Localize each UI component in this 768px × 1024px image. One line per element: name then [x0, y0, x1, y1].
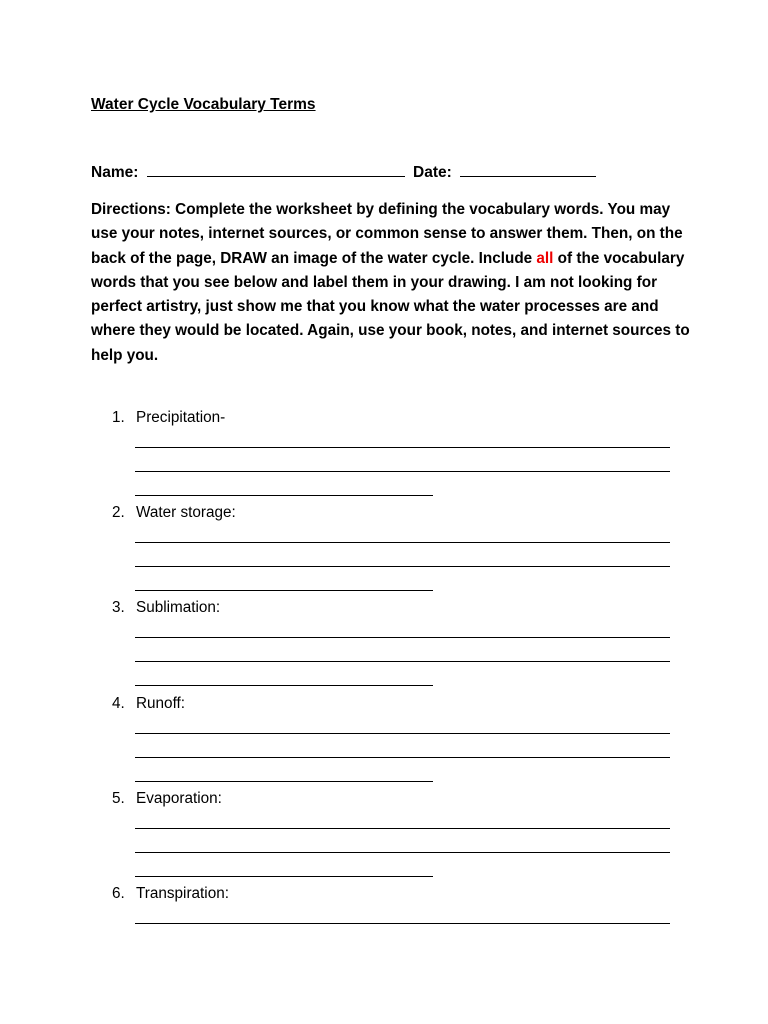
answer-line[interactable] [135, 733, 670, 734]
term-label: Transpiration: [136, 885, 229, 902]
term-label: Water storage: [136, 504, 236, 521]
term-label: Evaporation: [136, 790, 222, 807]
answer-line[interactable] [135, 685, 433, 686]
term-label: Precipitation- [136, 409, 226, 426]
answer-line[interactable] [135, 781, 433, 782]
answer-line[interactable] [135, 447, 670, 448]
directions-emphasis-word: all [536, 249, 554, 267]
answer-line[interactable] [135, 566, 670, 567]
answer-line[interactable] [135, 923, 670, 924]
term-item-precipitation [112, 409, 672, 427]
worksheet-title: Water Cycle Vocabulary Terms [91, 96, 316, 113]
term-label: Sublimation: [136, 599, 221, 616]
term-number: 5. [112, 790, 125, 807]
term-number: 2. [112, 504, 125, 521]
term-label: Runoff: [136, 695, 186, 712]
name-date-row [91, 164, 600, 182]
answer-line[interactable] [135, 661, 670, 662]
term-item-runoff [112, 695, 672, 713]
date-blank[interactable] [460, 164, 596, 177]
answer-line[interactable] [135, 828, 670, 829]
answer-line[interactable] [135, 495, 433, 496]
answer-line[interactable] [135, 876, 433, 877]
name-label: Name: [91, 164, 139, 181]
answer-line[interactable] [135, 542, 670, 543]
name-blank[interactable] [147, 164, 405, 177]
term-item-evaporation [112, 790, 672, 808]
term-item-transpiration [112, 885, 672, 903]
term-item-sublimation [112, 599, 672, 617]
answer-line[interactable] [135, 852, 670, 853]
answer-line[interactable] [135, 757, 670, 758]
directions-text-part2: of the vocabulary words that you see below and label them in your drawing. I am not looking for perfect artistry, just show me that you know what the water processes are and where they would be located. Again, use your book, notes, and internet sources to help you. [91, 249, 690, 364]
answer-line[interactable] [135, 637, 670, 638]
term-number: 6. [112, 885, 125, 902]
term-number: 1. [112, 409, 125, 426]
date-label: Date: [413, 164, 452, 181]
term-item-water-storage [112, 504, 672, 522]
term-number: 3. [112, 599, 125, 616]
answer-line[interactable] [135, 590, 433, 591]
directions-text [91, 198, 691, 368]
directions-text-part1: Directions: Complete the worksheet by defining the vocabulary words. You may use your notes, internet sources, or common sense to answer them. Then, on the back of the page, DRAW an image of the water cycle. Include [91, 201, 683, 267]
answer-line[interactable] [135, 471, 670, 472]
term-number: 4. [112, 695, 125, 712]
